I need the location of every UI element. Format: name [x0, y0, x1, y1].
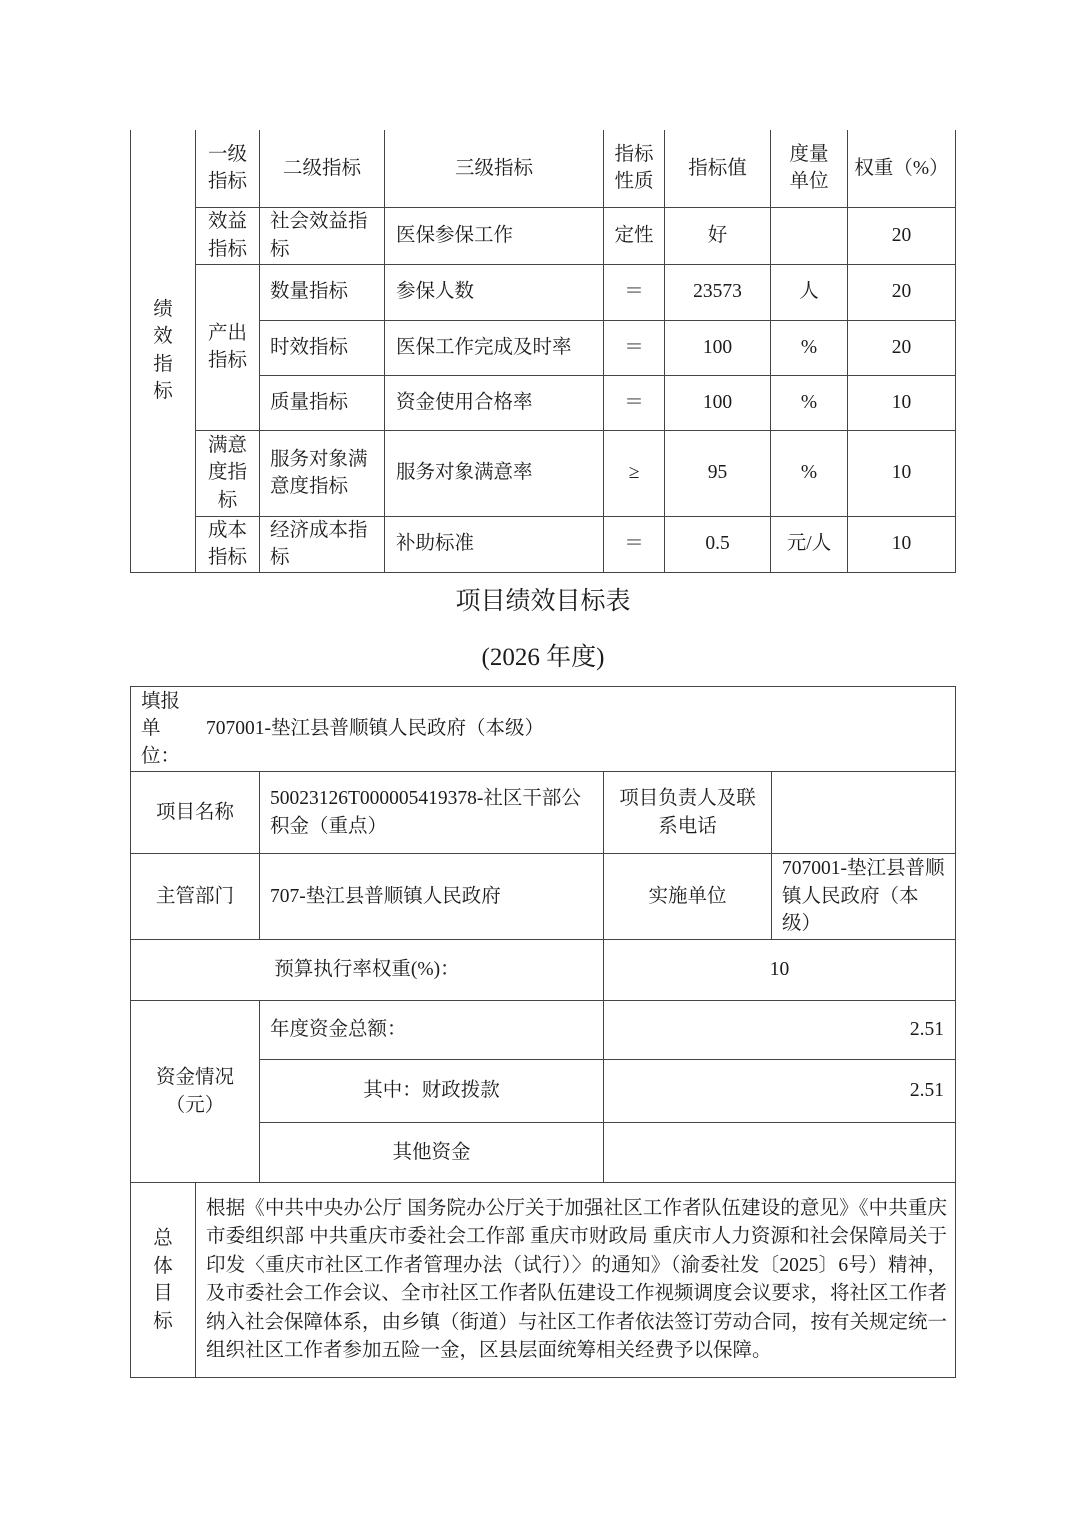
project-name-label: 项目名称: [131, 772, 260, 854]
department-label: 主管部门: [131, 854, 260, 940]
value-cell: 95: [665, 430, 771, 516]
value-cell: 好: [665, 207, 771, 264]
unit-cell: %: [771, 320, 848, 375]
nature-cell: ＝: [604, 516, 665, 572]
reporting-unit-value: 707001-垫江县普顺镇人民政府（本级）: [206, 718, 544, 740]
project-target-table: [130, 686, 956, 1378]
header-nature: 指标性质: [604, 130, 665, 207]
level2-cell: 社会效益指标: [260, 207, 385, 264]
budget-weight-value: 10: [604, 940, 956, 1001]
form-year: (2026 年度): [481, 644, 605, 671]
overall-goal-text: 根据《中共中央办公厅 国务院办公厅关于加强社区工作者队伍建设的意见》《中共重庆市委组织部 中共重庆市委社会工作部 重庆市财政局 重庆市人力资源和社会保障局关于印发〈重庆市社区工作者管理办法（试行）〉的通知》（渝委社发〔2025〕6号）精神，及市委社会工作会议、全市社区工作者队伍建设工作视频调度会议要求，将社区工作者纳入社会保障体系，由乡镇（街道）与社区工作者依法签订劳动合同，按有关规定统一组织社区工作者参加五险一金，区县层面统筹相关经费予以保障。: [196, 1183, 956, 1378]
funds-label: 资金情况（元）: [131, 1001, 260, 1183]
form-title: 项目绩效目标表: [455, 588, 631, 615]
performance-indicator-table: [130, 130, 956, 573]
level1-cell: 满意度指标: [196, 430, 260, 516]
level2-cell: 数量指标: [260, 264, 385, 320]
value-cell: 100: [665, 375, 771, 430]
weight-cell: 10: [848, 430, 956, 516]
level3-cell: 参保人数: [385, 264, 604, 320]
level3-cell: 医保工作完成及时率: [385, 320, 604, 375]
unit-cell: %: [771, 430, 848, 516]
level3-cell: 服务对象满意率: [385, 430, 604, 516]
budget-weight-label: 预算执行率权重(%)：: [131, 940, 604, 1001]
header-level2: 二级指标: [260, 130, 385, 207]
header-level3: 三级指标: [385, 130, 604, 207]
indicator-header-row: [131, 130, 956, 207]
value-cell: 23573: [665, 264, 771, 320]
table-row: [131, 516, 956, 572]
table-row: [131, 264, 956, 320]
fiscal-allocation-label: 其中：财政拨款: [260, 1060, 604, 1123]
overall-goal-label: 总体目标: [131, 1183, 196, 1378]
nature-cell: 定性: [604, 207, 665, 264]
overall-goal-row: [131, 1183, 956, 1378]
fiscal-allocation-value: 2.51: [604, 1060, 956, 1123]
header-value: 指标值: [665, 130, 771, 207]
level1-cell: 成本指标: [196, 516, 260, 572]
project-contact-value: [772, 772, 956, 854]
department-row: [131, 854, 956, 940]
level2-cell: 时效指标: [260, 320, 385, 375]
table-row: [131, 207, 956, 264]
level2-cell: 质量指标: [260, 375, 385, 430]
section-label-cell: 绩效指标: [131, 130, 196, 572]
level3-cell: 补助标准: [385, 516, 604, 572]
reporting-unit-label: 填报单位：: [141, 690, 181, 767]
project-contact-label: 项目负责人及联系电话: [604, 772, 772, 854]
weight-cell: 10: [848, 516, 956, 572]
reporting-unit-row: [131, 687, 956, 772]
nature-cell: ＝: [604, 264, 665, 320]
other-funds-label: 其他资金: [260, 1123, 604, 1183]
table-row: [131, 430, 956, 516]
unit-cell: %: [771, 375, 848, 430]
nature-cell: ＝: [604, 375, 665, 430]
annual-total-label: 年度资金总额：: [260, 1001, 604, 1060]
header-level1: 一级指标: [196, 130, 260, 207]
unit-cell: 元/人: [771, 516, 848, 572]
reporting-unit-cell: [131, 687, 956, 772]
other-funds-value: [604, 1123, 956, 1183]
level3-cell: 资金使用合格率: [385, 375, 604, 430]
weight-cell: 20: [848, 207, 956, 264]
value-cell: 0.5: [665, 516, 771, 572]
unit-cell: 人: [771, 264, 848, 320]
implementing-unit-value: 707001-垫江县普顺镇人民政府（本级）: [772, 854, 956, 940]
reporting-unit: [141, 688, 945, 771]
header-unit: 度量单位: [771, 130, 848, 207]
unit-cell: [771, 207, 848, 264]
level2-cell: 服务对象满意度指标: [260, 430, 385, 516]
project-name-row: [131, 772, 956, 854]
weight-cell: 20: [848, 264, 956, 320]
budget-weight-row: [131, 940, 956, 1001]
implementing-unit-label: 实施单位: [604, 854, 772, 940]
weight-cell: 20: [848, 320, 956, 375]
weight-cell: 10: [848, 375, 956, 430]
value-cell: 100: [665, 320, 771, 375]
level1-cell: 产出指标: [196, 264, 260, 430]
level1-cell: 效益指标: [196, 207, 260, 264]
header-weight: 权重（%）: [848, 130, 956, 207]
nature-cell: ＝: [604, 320, 665, 375]
level2-cell: 经济成本指标: [260, 516, 385, 572]
level3-cell: 医保参保工作: [385, 207, 604, 264]
annual-total-value: 2.51: [604, 1001, 956, 1060]
project-name-value: 50023126T000005419378-社区干部公积金（重点）: [260, 772, 604, 854]
annual-total-row: [131, 1001, 956, 1060]
nature-cell: ≥: [604, 430, 665, 516]
department-value: 707-垫江县普顺镇人民政府: [260, 854, 604, 940]
